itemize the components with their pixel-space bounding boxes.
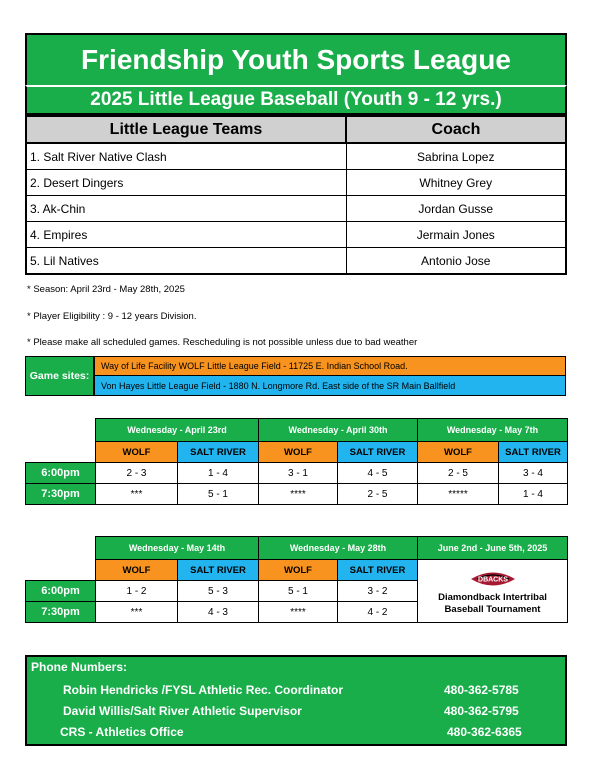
matchup-cell: 5 - 3 [178, 581, 259, 602]
matchup-cell: *** [96, 602, 178, 623]
wolf-field-header: WOLF [259, 442, 338, 463]
matchup-cell: 2 - 5 [418, 463, 499, 484]
blank-cell [26, 442, 96, 463]
teams-header-row [26, 116, 566, 143]
team-name: 5. Lil Natives [26, 248, 346, 275]
matchup-cell: 4 - 3 [178, 602, 259, 623]
date-header: Wednesday - April 30th [259, 419, 418, 442]
season-subtitle: 2025 Little League Baseball (Youth 9 - 12 yrs.) [25, 85, 567, 115]
teams-column-header: Little League Teams [26, 116, 346, 143]
tournament-date-header: June 2nd - June 5th, 2025 [418, 537, 568, 560]
wolf-site: Way of Life Facility WOLF Little League Field - 11725 E. Indian School Road. [94, 356, 566, 376]
time-slot: 6:00pm [26, 581, 96, 602]
table-row [26, 248, 566, 275]
matchup-cell: 5 - 1 [259, 581, 338, 602]
field-header-row [26, 560, 568, 581]
matchup-cell: 2 - 3 [96, 463, 178, 484]
matchup-cell: 3 - 4 [499, 463, 568, 484]
tournament-cell [418, 560, 568, 623]
blank-cell [26, 560, 96, 581]
wolf-field-header: WOLF [259, 560, 338, 581]
team-name: 4. Empires [26, 222, 346, 248]
matchup-cell: 1 - 4 [178, 463, 259, 484]
coach-name: Jordan Gusse [346, 196, 566, 222]
coach-name: Whitney Grey [346, 170, 566, 196]
time-slot: 6:00pm [26, 463, 96, 484]
table-row [26, 484, 568, 505]
table-row [26, 196, 566, 222]
wolf-field-header: WOLF [96, 560, 178, 581]
logo-text: DBACKS [477, 576, 508, 584]
season-note: * Season: April 23rd - May 28th, 2025 [27, 284, 185, 295]
table-row [26, 170, 566, 196]
schedule-table-may [25, 536, 568, 623]
contact-number: 480-362-6365 [447, 725, 522, 739]
eligibility-note: * Player Eligibility : 9 - 12 years Division. [27, 311, 197, 322]
table-row [26, 222, 566, 248]
salt-river-field-header: SALT RIVER [178, 442, 259, 463]
matchup-cell: 2 - 5 [338, 484, 418, 505]
date-header-row [26, 537, 568, 560]
salt-river-site: Von Hayes Little League Field - 1880 N. Longmore Rd. East side of the SR Main Ballfield [94, 376, 566, 396]
contact-name: David Willis/Salt River Athletic Supervisor [63, 704, 302, 718]
tournament-name: Diamondback Intertribal [438, 592, 547, 603]
phone-entry [27, 704, 565, 724]
date-header: Wednesday - April 23rd [96, 419, 259, 442]
matchup-cell: 4 - 5 [338, 463, 418, 484]
date-header: Wednesday - May 14th [96, 537, 259, 560]
coach-name: Antonio Jose [346, 248, 566, 275]
coach-column-header: Coach [346, 116, 566, 143]
tournament-subname: Baseball Tournament [444, 604, 541, 615]
matchup-cell: 3 - 2 [338, 581, 418, 602]
contact-name: CRS - Athletics Office [60, 725, 184, 739]
coach-name: Jermain Jones [346, 222, 566, 248]
dbacks-logo-icon [469, 568, 517, 590]
table-row [26, 143, 566, 170]
matchup-cell: 3 - 1 [259, 463, 338, 484]
phone-entry [27, 725, 565, 745]
time-slot: 7:30pm [26, 484, 96, 505]
team-name: 1. Salt River Native Clash [26, 143, 346, 170]
team-name: 3. Ak-Chin [26, 196, 346, 222]
wolf-field-header: WOLF [418, 442, 499, 463]
matchup-cell: 1 - 4 [499, 484, 568, 505]
blank-cell [26, 537, 96, 560]
team-name: 2. Desert Dingers [26, 170, 346, 196]
scheduling-note: * Please make all scheduled games. Rescheduling is not possible unless due to bad weather [27, 337, 418, 348]
phone-numbers-panel [25, 655, 567, 746]
matchup-cell: **** [259, 602, 338, 623]
matchup-cell: ***** [418, 484, 499, 505]
field-header-row [26, 442, 568, 463]
schedule-table-april-may [25, 418, 568, 505]
phone-numbers-title: Phone Numbers: [31, 660, 128, 674]
salt-river-field-header: SALT RIVER [338, 442, 418, 463]
coach-name: Sabrina Lopez [346, 143, 566, 170]
salt-river-field-header: SALT RIVER [178, 560, 259, 581]
game-sites-label: Game sites: [25, 356, 94, 396]
wolf-field-header: WOLF [96, 442, 178, 463]
date-header-row [26, 419, 568, 442]
matchup-cell: 1 - 2 [96, 581, 178, 602]
table-row [26, 463, 568, 484]
teams-table [25, 115, 567, 275]
blank-cell [26, 419, 96, 442]
league-title: Friendship Youth Sports League [25, 33, 567, 85]
matchup-cell: 4 - 2 [338, 602, 418, 623]
contact-number: 480-362-5785 [444, 683, 519, 697]
date-header: Wednesday - May 28th [259, 537, 418, 560]
phone-entry [27, 683, 565, 703]
matchup-cell: 5 - 1 [178, 484, 259, 505]
matchup-cell: **** [259, 484, 338, 505]
time-slot: 7:30pm [26, 602, 96, 623]
contact-number: 480-362-5795 [444, 704, 519, 718]
salt-river-field-header: SALT RIVER [338, 560, 418, 581]
date-header: Wednesday - May 7th [418, 419, 568, 442]
matchup-cell: *** [96, 484, 178, 505]
salt-river-field-header: SALT RIVER [499, 442, 568, 463]
contact-name: Robin Hendricks /FYSL Athletic Rec. Coordinator [63, 683, 344, 697]
